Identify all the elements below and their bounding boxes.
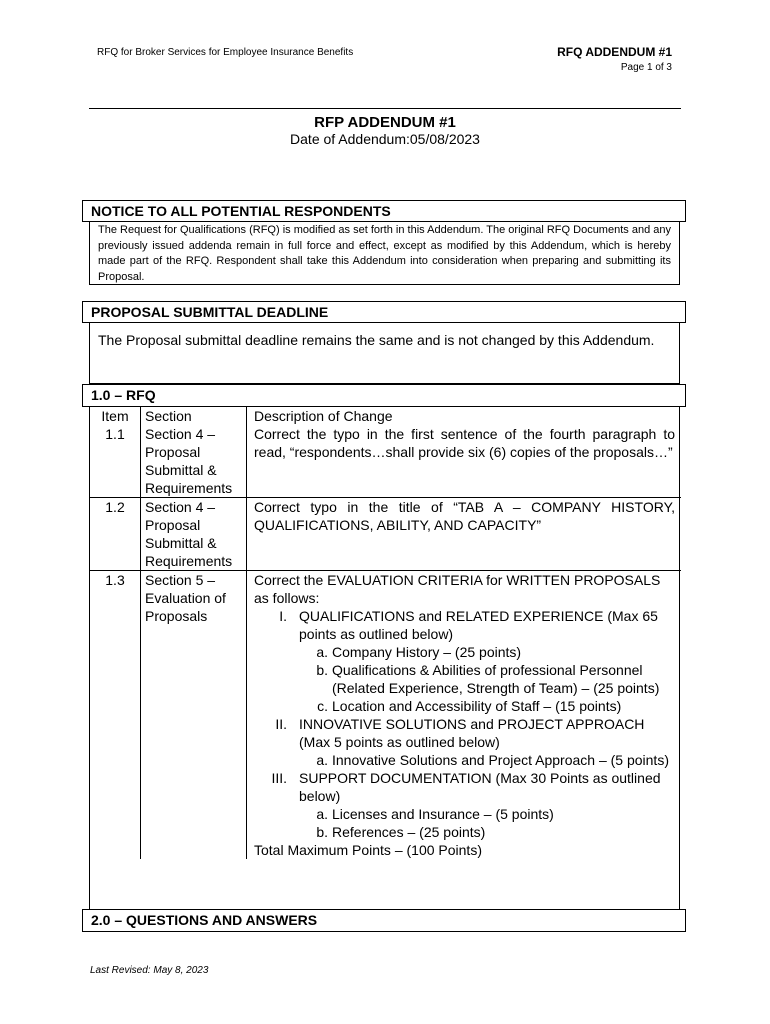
notice-heading: NOTICE TO ALL POTENTIAL RESPONDENTS: [82, 200, 686, 222]
page-title: RFP ADDENDUM #1: [314, 114, 456, 131]
deadline-text: The Proposal submittal deadline remains the same and is not changed by this Addendum.: [98, 332, 655, 348]
subcriteria-letter: b.: [316, 662, 328, 678]
table-header-row: [90, 407, 681, 425]
header-addendum-label: RFQ ADDENDUM #1: [557, 45, 672, 59]
subcriteria-item: [254, 823, 675, 841]
column-header-item: Item: [90, 407, 141, 425]
description-cell: Correct the typo in the first sentence of the fourth paragraph to read, “respondents…shall provide six (6) copies of the proposals…”: [254, 426, 675, 460]
item-number: 1.2: [90, 498, 141, 571]
table-row: [90, 498, 681, 571]
section-cell: Section 5 – Evaluation of Proposals: [141, 571, 247, 860]
subcriteria-text: References – (25 points): [332, 824, 486, 840]
criteria-intro: Correct the EVALUATION CRITERIA for WRITTEN PROPOSALS as follows:: [254, 572, 661, 606]
notice-text: The Request for Qualifications (RFQ) is modified as set forth in this Addendum. The original RFQ Documents and any previously issued addenda remain in full force and effect, except as modified by this Addendum, which is hereby made part of the RFQ. Respondent shall take this Addendum into consideration when preparing and submitting its Proposal.: [98, 224, 671, 283]
header-divider: [89, 108, 681, 109]
subcriteria-letter: a.: [316, 644, 328, 660]
criteria-item: [254, 715, 675, 751]
criteria-text: INNOVATIVE SOLUTIONS and PROJECT APPROACH (Max 5 points as outlined below): [299, 716, 645, 750]
subcriteria-text: Innovative Solutions and Project Approach – (5 points): [332, 752, 669, 768]
deadline-heading: PROPOSAL SUBMITTAL DEADLINE: [82, 301, 686, 323]
description-cell: [247, 571, 682, 860]
qa-heading: 2.0 – QUESTIONS AND ANSWERS: [82, 909, 686, 932]
subcriteria-item: [254, 805, 675, 823]
criteria-number: III.: [271, 770, 287, 786]
subcriteria-item: [254, 661, 675, 697]
item-number: 1.1: [90, 425, 141, 498]
subcriteria-text: Qualifications & Abilities of professional Personnel (Related Experience, Strength of Team) – (25 points): [332, 662, 660, 696]
rfq-table-box: [89, 407, 680, 910]
subcriteria-text: Company History – (25 points): [332, 644, 522, 660]
description-cell: Correct typo in the title of “TAB A – COMPANY HISTORY, QUALIFICATIONS, ABILITY, AND CAPACITY”: [247, 498, 682, 571]
rfq-heading: 1.0 – RFQ: [82, 384, 686, 407]
criteria-item: [254, 607, 675, 643]
subcriteria-letter: a.: [316, 752, 328, 768]
criteria-number: II.: [275, 716, 287, 732]
column-header-section: Section: [141, 407, 247, 425]
subcriteria-letter: c.: [317, 698, 328, 714]
item-number: 1.3: [90, 571, 141, 860]
addendum-date: Date of Addendum:05/08/2023: [290, 131, 480, 147]
criteria-number: I.: [279, 608, 287, 624]
rfq-changes-table: [90, 407, 681, 859]
header-document-name: RFQ for Broker Services for Employee Insurance Benefits: [97, 47, 354, 58]
notice-box: [89, 222, 680, 285]
table-row: [90, 571, 681, 860]
page-number: Page 1 of 3: [620, 62, 672, 73]
section-cell: Section 4 – Proposal Submittal & Requirements: [141, 425, 247, 498]
subcriteria-letter: b.: [316, 824, 328, 840]
subcriteria-text: Licenses and Insurance – (5 points): [332, 806, 554, 822]
total-points: Total Maximum Points – (100 Points): [254, 842, 482, 858]
deadline-box: [89, 323, 680, 384]
criteria-text: SUPPORT DOCUMENTATION (Max 30 Points as outlined below): [299, 770, 661, 804]
subcriteria-item: [254, 697, 675, 715]
subcriteria-item: [254, 751, 675, 769]
subcriteria-letter: a.: [316, 806, 328, 822]
criteria-text: QUALIFICATIONS and RELATED EXPERIENCE (Max 65 points as outlined below): [299, 608, 658, 642]
section-cell: Section 4 – Proposal Submittal & Requirements: [141, 498, 247, 571]
footer-last-revised: Last Revised: May 8, 2023: [90, 965, 209, 976]
table-row: [90, 425, 681, 498]
subcriteria-text: Location and Accessibility of Staff – (15 points): [332, 698, 622, 714]
criteria-item: [254, 769, 675, 805]
subcriteria-item: [254, 643, 675, 661]
column-header-description: Description of Change: [254, 408, 393, 424]
